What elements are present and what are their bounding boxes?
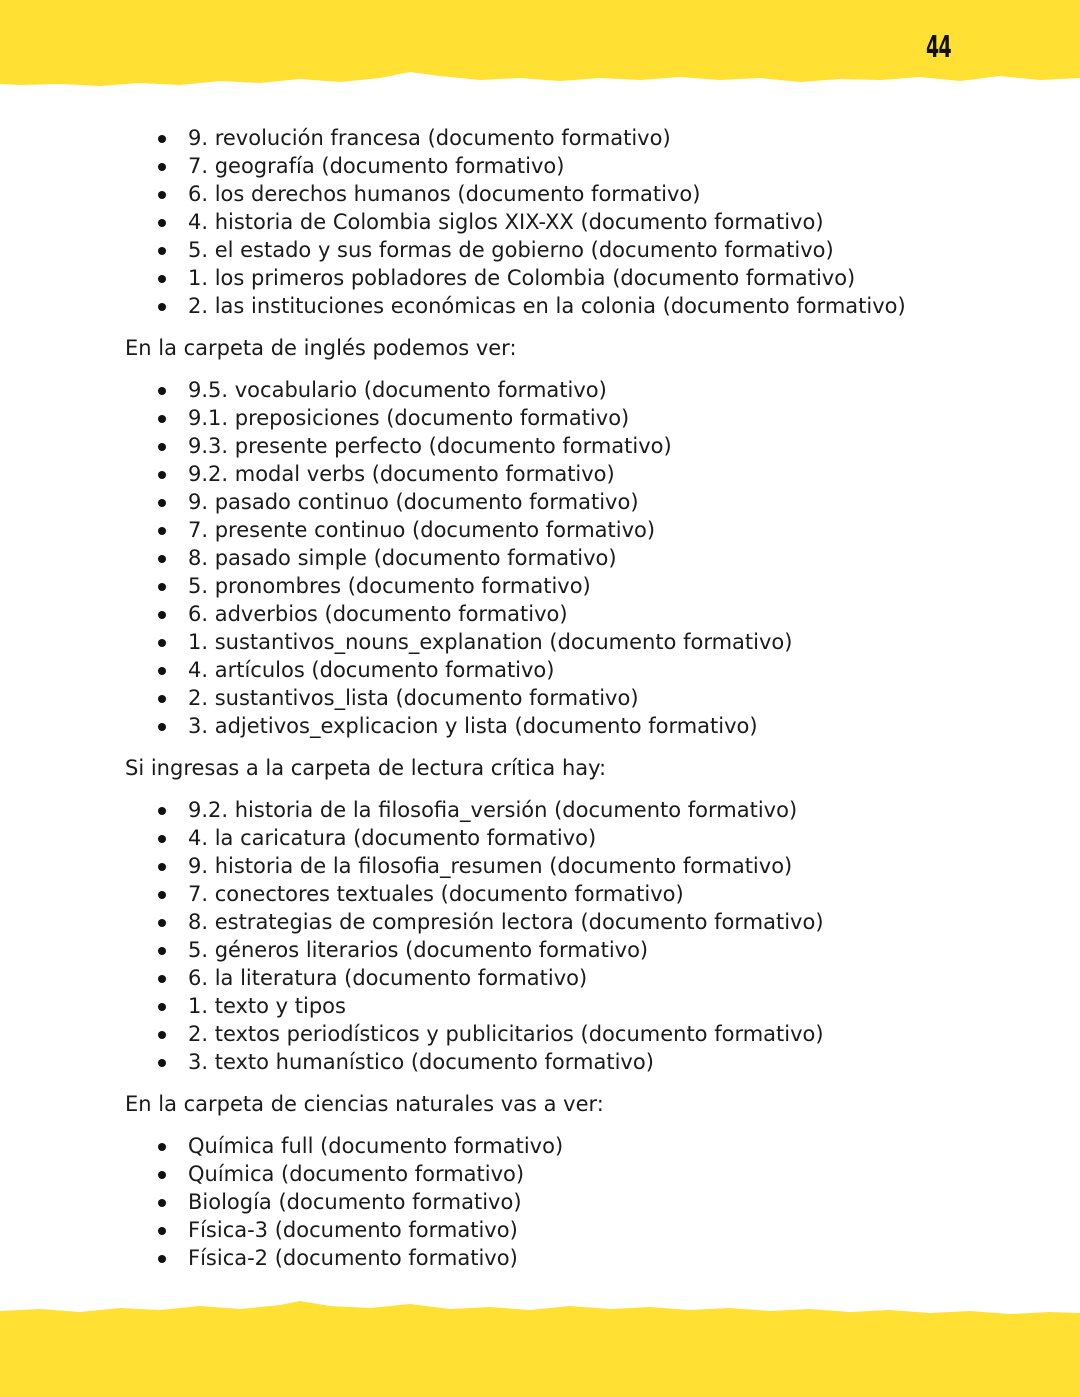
list-item: 2. sustantivos_lista (documento formativo) — [188, 684, 1080, 712]
list-item: 3. adjetivos_explicacion y lista (documento formativo) — [188, 712, 1080, 740]
english-list — [0, 376, 1080, 740]
critical-reading-section-intro: Si ingresas a la carpeta de lectura crítica hay: — [125, 756, 607, 780]
list-item: 5. pronombres (documento formativo) — [188, 572, 1080, 600]
list-item: 4. artículos (documento formativo) — [188, 656, 1080, 684]
list-item: 1. texto y tipos — [188, 992, 1080, 1020]
list-item: 1. sustantivos_nouns_explanation (documento formativo) — [188, 628, 1080, 656]
list-item: Química (documento formativo) — [188, 1160, 1080, 1188]
list-item: 9.2. historia de la filosofia_versión (documento formativo) — [188, 796, 1080, 824]
list-item: 9.5. vocabulario (documento formativo) — [188, 376, 1080, 404]
list-item: 6. adverbios (documento formativo) — [188, 600, 1080, 628]
list-item: 4. historia de Colombia siglos XIX-XX (documento formativo) — [188, 208, 1080, 236]
list-item: 7. presente continuo (documento formativo) — [188, 516, 1080, 544]
list-item: 4. la caricatura (documento formativo) — [188, 824, 1080, 852]
english-section-intro: En la carpeta de inglés podemos ver: — [125, 336, 517, 360]
list-item: 9.1. preposiciones (documento formativo) — [188, 404, 1080, 432]
list-item: 9. revolución francesa (documento formativo) — [188, 124, 1080, 152]
list-item: Biología (documento formativo) — [188, 1188, 1080, 1216]
list-item: 6. los derechos humanos (documento formativo) — [188, 180, 1080, 208]
bottom-yellow-banner — [0, 1297, 1080, 1397]
list-item: 2. textos periodísticos y publicitarios (documento formativo) — [188, 1020, 1080, 1048]
list-item: Física-2 (documento formativo) — [188, 1244, 1080, 1272]
document-body — [0, 124, 1080, 1272]
list-item: 7. conectores textuales (documento formativo) — [188, 880, 1080, 908]
list-item: 7. geografía (documento formativo) — [188, 152, 1080, 180]
top-yellow-banner — [0, 0, 1080, 100]
list-item: 6. la literatura (documento formativo) — [188, 964, 1080, 992]
list-item: 8. estrategias de compresión lectora (documento formativo) — [188, 908, 1080, 936]
list-item: 2. las instituciones económicas en la colonia (documento formativo) — [188, 292, 1080, 320]
critical-reading-list — [0, 796, 1080, 1076]
list-item: 9. pasado continuo (documento formativo) — [188, 488, 1080, 516]
list-item: 9.3. presente perfecto (documento formativo) — [188, 432, 1080, 460]
list-item: Química full (documento formativo) — [188, 1132, 1080, 1160]
list-item: 5. el estado y sus formas de gobierno (documento formativo) — [188, 236, 1080, 264]
social-studies-list — [0, 124, 1080, 320]
list-item: 9.2. modal verbs (documento formativo) — [188, 460, 1080, 488]
list-item: 8. pasado simple (documento formativo) — [188, 544, 1080, 572]
natural-sciences-section-intro: En la carpeta de ciencias naturales vas a ver: — [125, 1092, 604, 1116]
list-item: Física-3 (documento formativo) — [188, 1216, 1080, 1244]
page-number: 44 — [926, 30, 951, 65]
list-item: 1. los primeros pobladores de Colombia (documento formativo) — [188, 264, 1080, 292]
list-item: 3. texto humanístico (documento formativo) — [188, 1048, 1080, 1076]
list-item: 5. géneros literarios (documento formativo) — [188, 936, 1080, 964]
list-item: 9. historia de la filosofia_resumen (documento formativo) — [188, 852, 1080, 880]
natural-sciences-list — [0, 1132, 1080, 1272]
